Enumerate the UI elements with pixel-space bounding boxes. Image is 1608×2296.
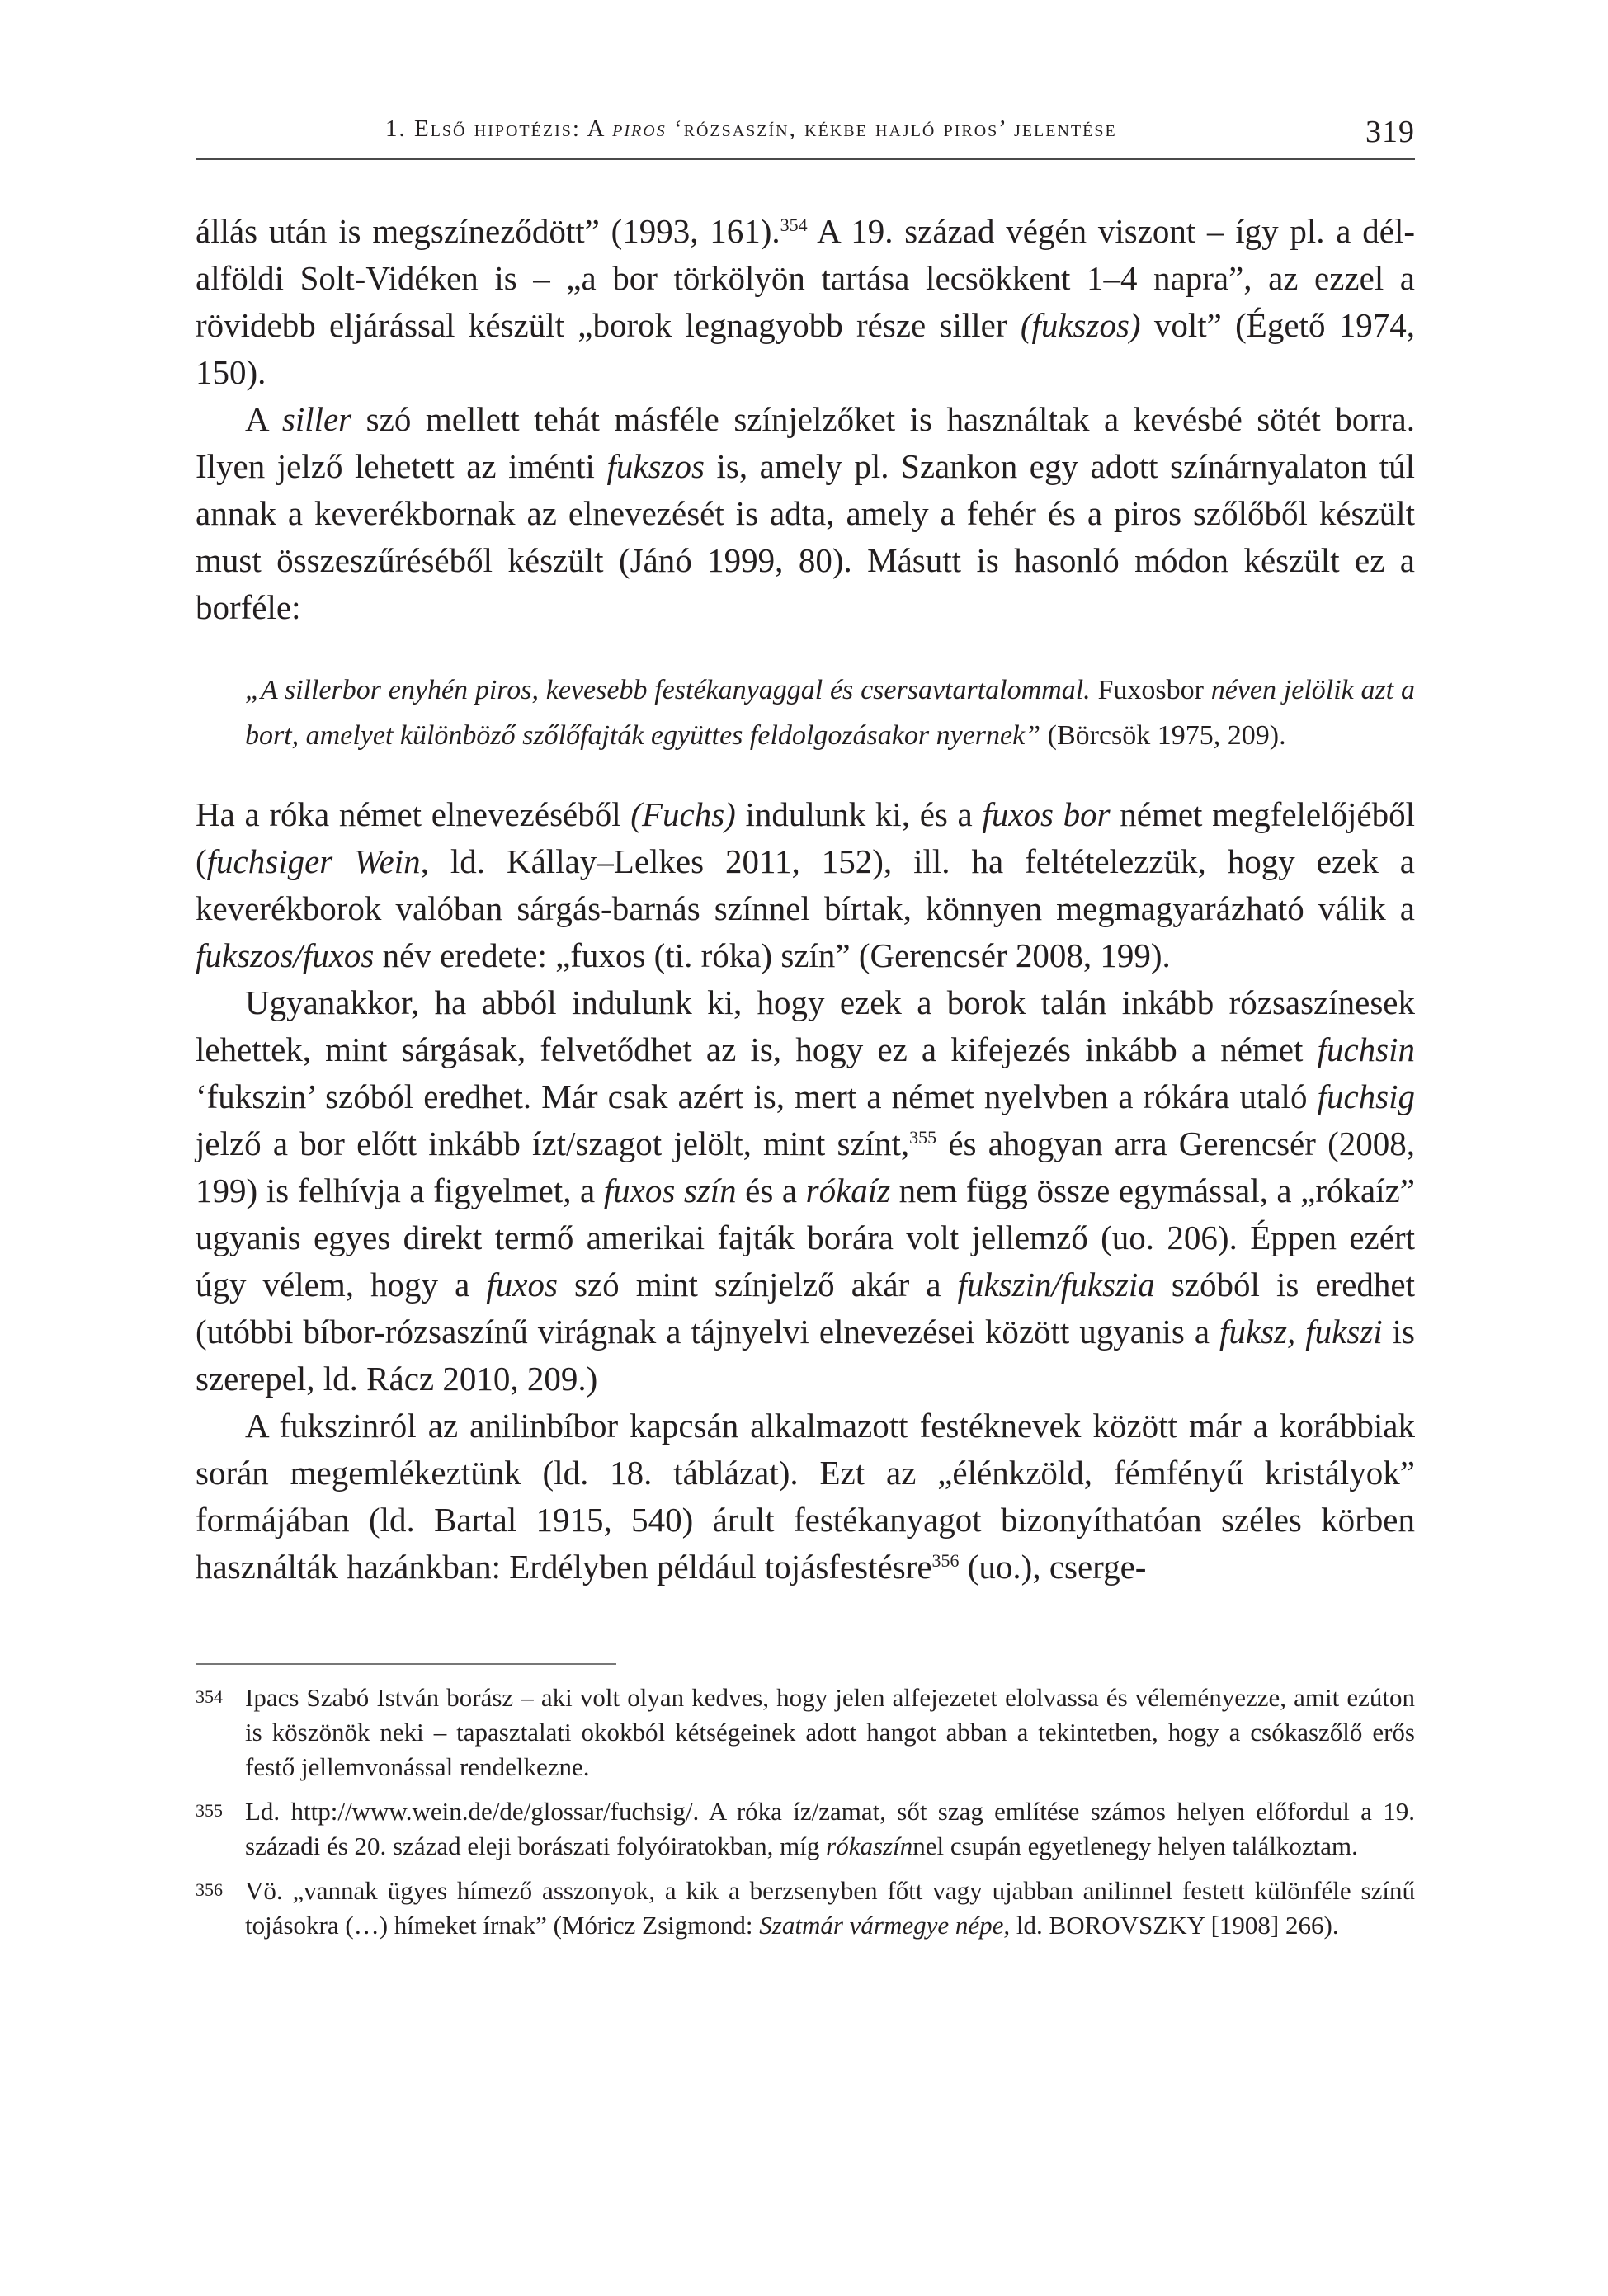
paragraph-2: A siller szó mellett tehát másféle színjelzőket is használtak a kevésbé sötét borra. Ilyen jelző lehetett az iménti fukszos is, amely pl. Szankon egy adott színárnyalaton túl annak a keverékbornak az elnevezését is adta, amely a fehér és a piros szőlőből készült must összeszűréséből készült (Jánó 1999, 80). Másutt is hasonló módon készült ez a borféle: bbox=[196, 400, 1415, 626]
paragraph-1: állás után is megszíneződött” (1993, 161).$^{354}$ A 19. század végén viszont – így pl. a dél-alföldi Solt-Vidéken is – „a bor törkölyön tartása lecsökkent 1–4 napra”, az ezzel a rövidebb eljárással készült „borok legnagyobb része siller (fukszos) volt” (Égető 1974, 150). bbox=[196, 212, 1415, 391]
footnote-356 bbox=[196, 1874, 1415, 1943]
footnote-number: 354 bbox=[196, 1686, 223, 1707]
footnote-354 bbox=[196, 1681, 1415, 1784]
running-title: 1. Első hipotézis: A piros ‘rózsaszín, kékbe hajló piros’ jelentése bbox=[385, 116, 1117, 142]
footnote-divider bbox=[196, 1663, 616, 1665]
footnote-number: 355 bbox=[196, 1800, 223, 1821]
footnote-ref-355[interactable]: 355 bbox=[909, 1127, 937, 1148]
page-number: 319 bbox=[1365, 115, 1415, 149]
footnote-ref-356[interactable]: 356 bbox=[931, 1550, 960, 1571]
paragraph-3: Ha a róka német elnevezéséből (Fuchs) indulunk ki, és a fuxos bor német megfelelőjéből (fuchsiger Wein, ld. Kállay–Lelkes 2011, 152), ill. ha feltételezzük, hogy ezek a keverékborok valóban sárgás-barnás színnel bírtak, könnyen megmagyarázható válik a fukszos/fuxos név eredete: „fuxos (ti. róka) szín” (Gerencsér 2008, 199). bbox=[196, 795, 1416, 974]
footnote-text: Vö. „vannak ügyes hímező asszonyok, a kik a berzsenyben főtt vagy ujabban anilinnel festett különféle színű tojásokra (…) hímeket írnak” (Móricz Zsigmond: Szatmár vármegye népe, ld. BOROVSZKY [1908] 266). bbox=[245, 1876, 1415, 1940]
footnote-text: Ld. http://www.wein.de/de/glossar/fuchsig/. A róka íz/zamat, sőt szag említése számos helyen előfordul a 19. századi és 20. század eleji borászati folyóiratokban, míg rókaszínnel csupán egyetlenegy helyen találkoztam. bbox=[245, 1797, 1415, 1860]
footnote-number: 356 bbox=[196, 1879, 223, 1900]
paragraph-4: Ugyanakkor, ha abból indulunk ki, hogy ezek a borok talán inkább rózsaszínesek lehettek, mint sárgásak, felvetődhet az is, hogy ez a kifejezés inkább a német fuchsin ‘fukszin’ szóból eredhet. Már csak azért is, mert a német nyelvben a rókára utaló fuchsig jelző a bor előtt inkább ízt/szagot jelölt, mint színt,$^{355}$ és ahogyan arra Gerencsér (2008, 199) is felhívja a figyelmet, a fuxos szín és a rókaíz nem függ össze egymással, a „rókaíz” ugyanis egyes direkt termő amerikai fajták borára volt jellemző (uo. 206). Éppen ezért úgy vélem, hogy a fuxos szó mint színjelző akár a fukszin/fukszia szóból is eredhet (utóbbi bíbor-rózsaszínű virágnak a tájnyelvi elnevezései között ugyanis a fuksz, fukszi is szerepel, ld. Rácz 2010, 209.) bbox=[196, 983, 1415, 1398]
footnotes bbox=[196, 1681, 1415, 1953]
footnote-355 bbox=[196, 1794, 1415, 1864]
block-quote: „A sillerbor enyhén piros, kevesebb festékanyaggal és csersavtartalommal. Fuxosbor néven jelölik azt a bort, amelyet különböző szőlőfajták együttes feldolgozásakor nyernek” (Börcsök 1975, 209). bbox=[245, 675, 1416, 751]
footnote-ref-354[interactable]: 354 bbox=[780, 215, 808, 235]
running-head bbox=[196, 116, 1415, 160]
footnote-text: Ipacs Szabó István borász – aki volt olyan kedves, hogy jelen alfejezetet elolvassa és véleményezze, amit ezúton is köszönök neki – tapasztalati okokból kétségeinek adott hangot abban a tekintetben, hogy a csókaszőlő erős festő jellemvonással rendelkezne. bbox=[245, 1683, 1415, 1781]
body-text bbox=[196, 208, 1415, 1591]
paragraph-5: A fukszinról az anilinbíbor kapcsán alkalmazott festéknevek között már a korábbiak során megemlékeztünk (ld. 18. táblázat). Ezt az „élénkzöld, fémfényű kristályok” formájában (ld. Bartal 1915, 540) árult festékanyagot bizonyíthatóan széles körben használták hazánkban: Erdélyben például tojásfestésre$^{356}$ (uo.), cserge- bbox=[196, 1407, 1415, 1586]
